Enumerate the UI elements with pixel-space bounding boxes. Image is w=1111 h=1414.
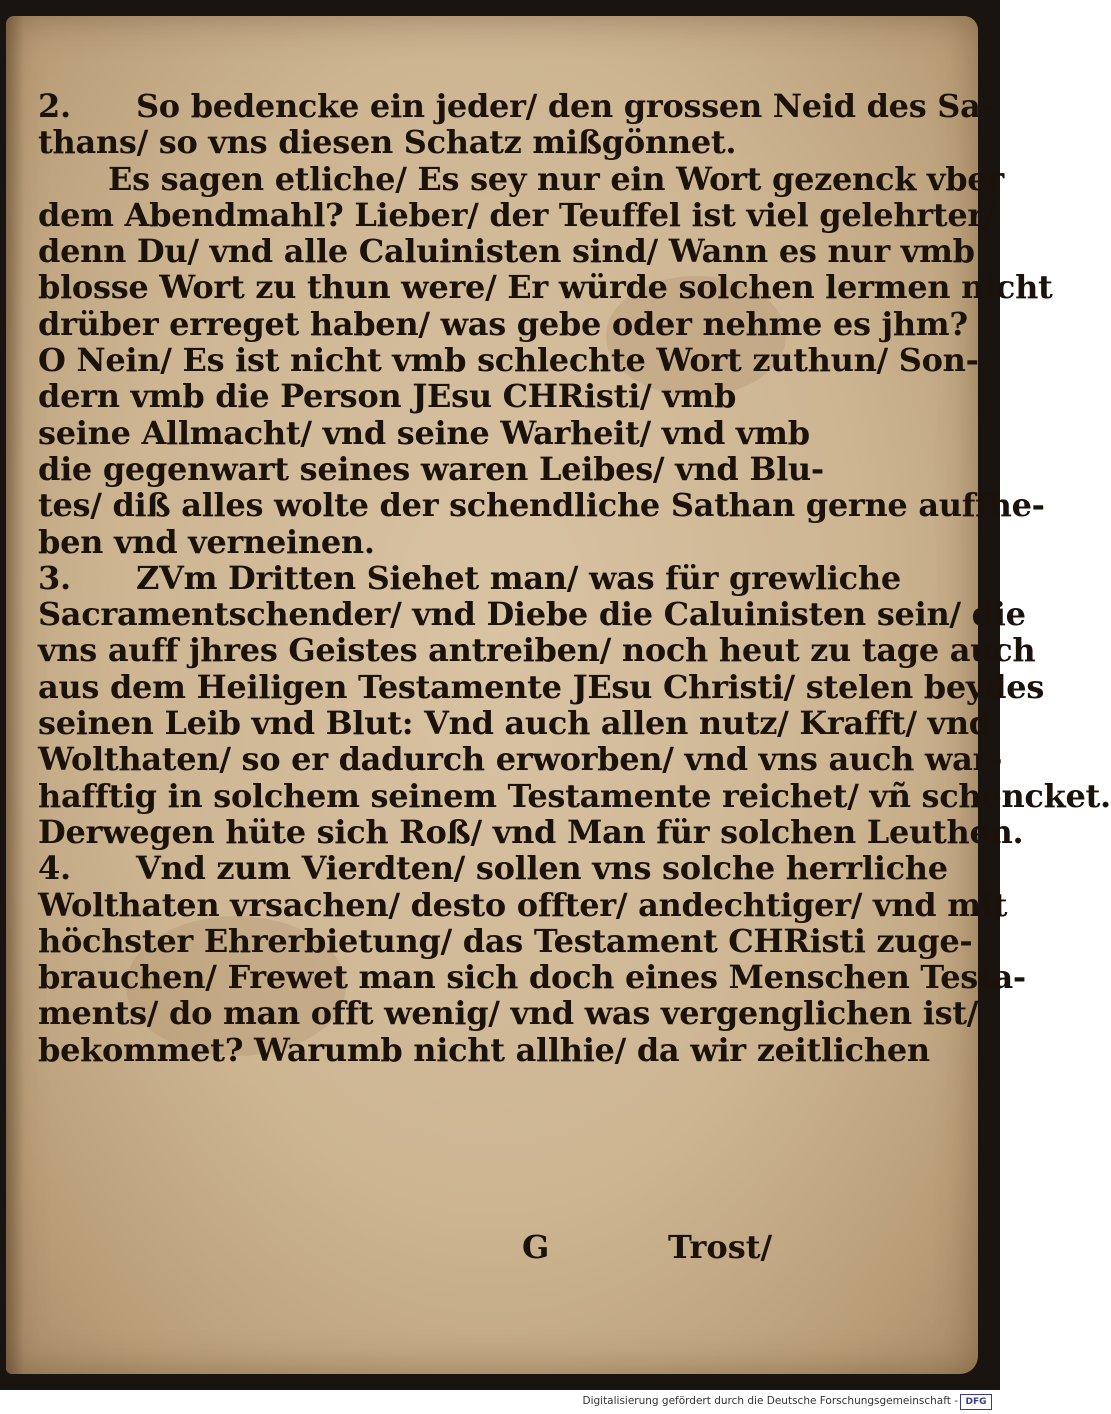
text-line [38,704,991,743]
line-text: thans/ so vns diesen Schatz mißgönnet. [38,123,737,162]
line-text: ZVm Dritten Siehet man/ was für grewliche [136,558,901,597]
line-text: ben vnd verneinen. [38,522,375,561]
text-line [38,849,948,888]
line-text: blosse Wort zu thun were/ Er würde solchen lermen nicht [38,268,1053,307]
signature-mark: G [522,1228,550,1266]
paragraph-number: 3. [38,558,71,597]
paragraph-number: 4. [38,849,71,888]
text-line [38,232,975,271]
text-line [38,631,1036,670]
line-text: aus dem Heiligen Testamente JEsu Christi/ stelen beydes [38,667,1045,706]
footer-bar [0,1390,1000,1414]
text-line [38,885,1008,924]
line-text: dem Abendmahl? Lieber/ der Teuffel ist viel gelehrter/ [38,195,996,234]
line-text: hafftig in solchem seinem Testamente reichet/ vñ schencket. [38,776,1111,815]
text-line [38,341,979,380]
line-text: dern vmb die Person JEsu CHRisti/ vmb [38,377,737,416]
text-line [38,124,838,160]
line-text: Wolthaten/ so er dadurch erworben/ vnd vns auch war- [38,740,1003,779]
line-text: Sacramentschender/ vnd Diebe die Caluinisten sein/ die [38,595,1026,634]
line-text: Es sagen etliche/ Es sey nur ein Wort gezenck vber [108,159,1004,198]
text-line [38,740,1003,779]
text-line [38,486,1045,525]
line-text: brauchen/ Frewet man sich doch eines Menschen Testa- [38,958,1026,997]
text-line [38,667,1045,706]
page-gutter-shadow [6,16,24,1374]
text-line [38,812,1024,851]
text-line [38,994,979,1033]
text-line [38,159,1004,198]
line-text: seinen Leib vnd Blut: Vnd auch allen nutz/ Krafft/ vnd [38,704,991,743]
line-text: So bedencke ein jeder/ den grossen Neid des Sa- [136,87,994,125]
line-text: denn Du/ vnd alle Caluinisten sind/ Wann es nur vmb [38,232,975,271]
line-text: drüber erreget haben/ was gebe oder nehme es jhm? [38,304,968,343]
paragraph-number: 2. [38,87,71,125]
text-line [38,958,1026,997]
text-line [38,921,973,960]
line-text: ments/ do man offt wenig/ vnd was vergenglichen ist/ [38,994,979,1033]
text-line [38,524,838,560]
text-line [38,87,994,125]
text-line [38,195,996,234]
catchword: Trost/ [668,1228,773,1266]
text-line [38,558,901,597]
line-text: seine Allmacht/ vnd seine Warheit/ vnd vmb [38,413,810,452]
text-line [38,378,838,414]
line-text: O Nein/ Es ist nicht vmb schlechte Wort zuthun/ Son- [38,341,979,380]
text-line [38,268,1053,307]
text-line [38,595,1026,634]
page-text-block [38,87,1111,1069]
line-text: bekommet? Warumb nicht allhie/ da wir zeitlichen [38,1030,930,1069]
line-text: Vnd zum Vierdten/ sollen vns solche herrliche [136,849,948,888]
text-line [38,776,1111,815]
line-text: die gegenwart seines waren Leibes/ vnd Blu- [38,449,824,488]
line-text: vns auff jhres Geistes antreiben/ noch heut zu tage auch [38,631,1036,670]
line-text: Wolthaten vrsachen/ desto offter/ andechtiger/ vnd mit [38,885,1008,924]
line-text: höchster Ehrerbietung/ das Testament CHRisti zuge- [38,921,973,960]
text-line [38,304,968,343]
text-line [38,415,838,451]
line-text: Derwegen hüte sich Roß/ vnd Man für solchen Leuthen. [38,812,1024,851]
dfg-logo: DFG [960,1394,992,1410]
line-text: tes/ diß alles wolte der schendliche Sathan gerne auffhe- [38,486,1045,525]
text-line [38,451,838,487]
text-line [38,1030,930,1069]
footer-credit: Digitalisierung gefördert durch die Deutsche Forschungsgemeinschaft - [582,1395,958,1407]
